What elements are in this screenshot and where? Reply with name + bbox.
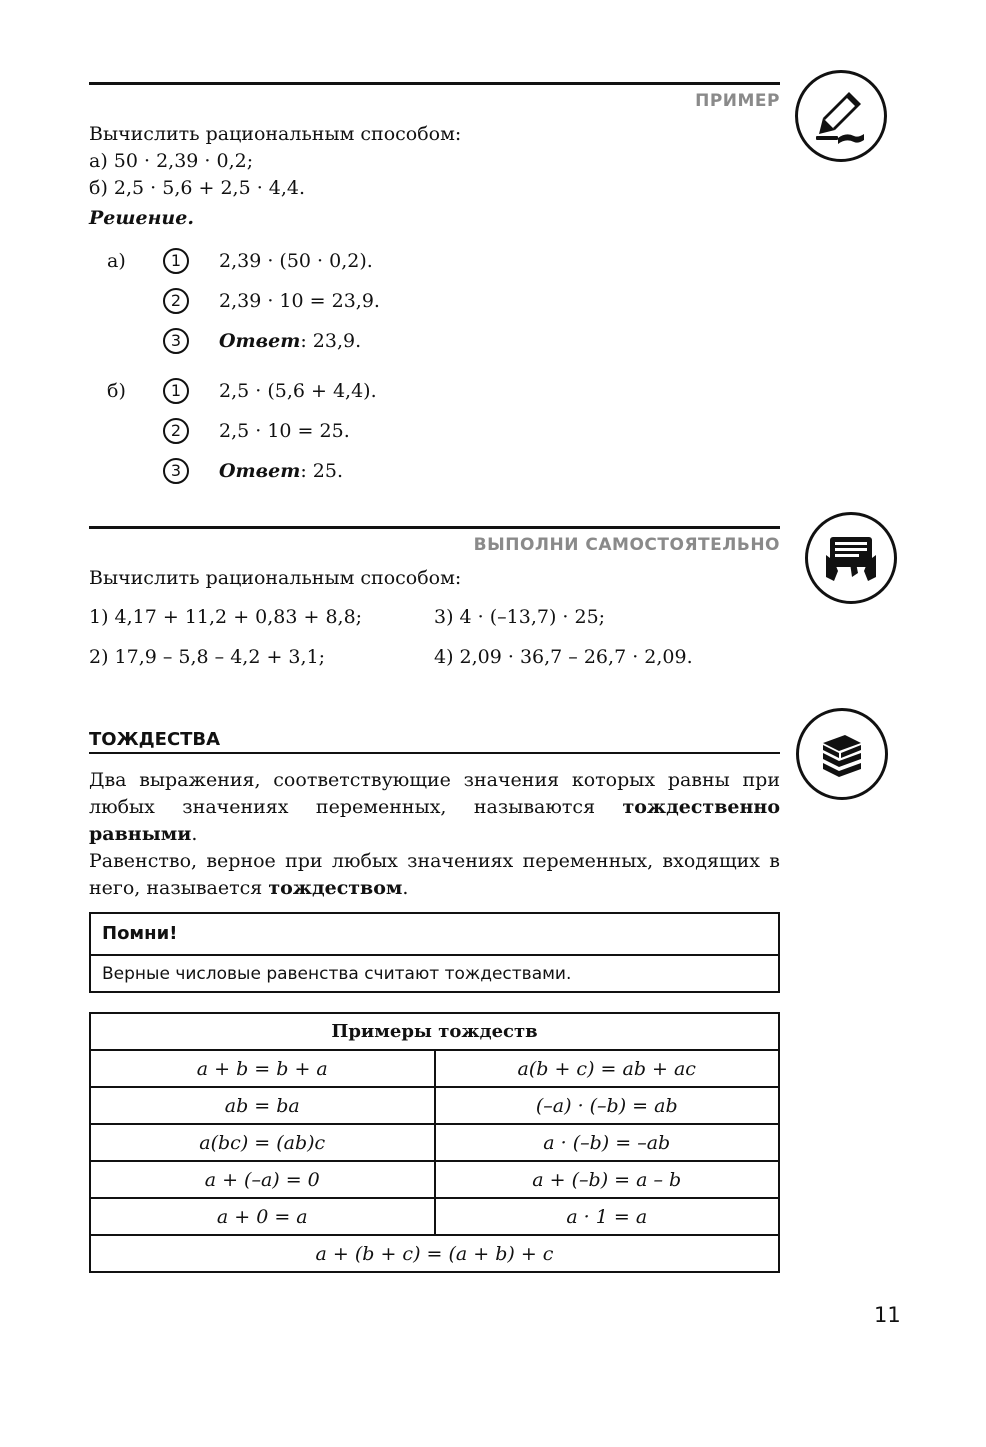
table-cell: (–a) · (–b) = ab [435, 1087, 780, 1124]
table-cell: ab = ba [90, 1087, 435, 1124]
definition-text: Равенство, верное при любых значениях переменных, входящих в него, называется [89, 850, 780, 899]
table-cell: a · (–b) = –ab [435, 1124, 780, 1161]
definition-term: тождественно равными [89, 796, 780, 845]
part-a-answer [219, 328, 361, 354]
example-task-a: а) 50 · 2,39 · 0,2; [89, 150, 254, 172]
step-number-3: 3 [163, 458, 189, 484]
table-cell: a(b + c) = ab + ac [435, 1050, 780, 1087]
self-work-item-4: 4) 2,09 · 36,7 – 26,7 · 2,09. [434, 646, 693, 668]
step-number-1: 1 [163, 248, 189, 274]
table-title: Примеры тождеств [90, 1013, 779, 1050]
part-b-step-2: 2,5 · 10 = 25. [219, 420, 350, 442]
identities-definition-2 [89, 848, 780, 902]
table-row [90, 1050, 779, 1087]
table-cell: a + 0 = a [90, 1198, 435, 1235]
table-row [90, 1124, 779, 1161]
solution-label: Решение. [89, 207, 194, 229]
part-b-step-1: 2,5 · (5,6 + 4,4). [219, 380, 377, 402]
answer-label: Ответ [219, 330, 301, 352]
identities-definition-1 [89, 767, 780, 848]
remember-text: Верные числовые равенства считают тождествами. [102, 964, 572, 984]
table-cell: a(bc) = (ab)c [90, 1124, 435, 1161]
table-row [90, 1198, 779, 1235]
definition-text: Два выражения, соответствующие значения которых равны при любых значениях переменных, называются [89, 769, 780, 818]
example-top-rule [89, 82, 780, 85]
table-cell: a + (–b) = a – b [435, 1161, 780, 1198]
self-work-item-3: 3) 4 · (–13,7) · 25; [434, 606, 606, 628]
table-row [90, 1235, 779, 1272]
answer-label: Ответ [219, 460, 301, 482]
table-cell: a + b = b + a [90, 1050, 435, 1087]
part-a-step-2: 2,39 · 10 = 23,9. [219, 290, 380, 312]
self-work-icon-circle [805, 512, 897, 604]
self-work-item-2: 2) 17,9 – 5,8 – 4,2 + 3,1; [89, 646, 326, 668]
identities-table [89, 1012, 780, 1273]
answer-value: : 25. [300, 460, 343, 482]
self-work-item-1: 1) 4,17 + 11,2 + 0,83 + 8,8; [89, 606, 363, 628]
books-icon [817, 729, 867, 779]
identities-icon-circle [796, 708, 888, 800]
example-icon-circle [795, 70, 887, 162]
self-work-label: ВЫПОЛНИ САМОСТОЯТЕЛЬНО [473, 535, 780, 555]
definition-end: . [191, 823, 198, 845]
self-work-top-rule [89, 526, 780, 529]
self-work-intro: Вычислить рациональным способом: [89, 567, 462, 589]
tablet-hands-icon [822, 529, 880, 587]
step-number-2: 2 [163, 288, 189, 314]
definition-term: тождеством [268, 877, 403, 899]
part-a-letter: а) [107, 250, 126, 272]
remember-title: Помни! [91, 914, 778, 956]
part-b-answer [219, 458, 343, 484]
step-number-1: 1 [163, 378, 189, 404]
page-number: 11 [874, 1303, 901, 1327]
table-cell: a + (b + c) = (a + b) + c [90, 1235, 779, 1272]
example-label: ПРИМЕР [695, 91, 780, 111]
table-cell: a + (–a) = 0 [90, 1161, 435, 1198]
part-a-step-1: 2,39 · (50 · 0,2). [219, 250, 373, 272]
step-number-2: 2 [163, 418, 189, 444]
table-cell: a · 1 = a [435, 1198, 780, 1235]
answer-value: : 23,9. [300, 330, 362, 352]
table-row [90, 1161, 779, 1198]
example-task-b: б) 2,5 · 5,6 + 2,5 · 4,4. [89, 177, 306, 199]
step-number-3: 3 [163, 328, 189, 354]
table-row [90, 1087, 779, 1124]
table-header-row [90, 1013, 779, 1050]
identities-rule [89, 752, 780, 754]
definition-end: . [402, 877, 409, 899]
example-task-intro: Вычислить рациональным способом: [89, 123, 462, 145]
identities-heading: ТОЖДЕСТВА [89, 729, 221, 750]
remember-box [89, 912, 780, 993]
part-b-letter: б) [107, 380, 126, 402]
pencil-writing-icon [811, 86, 871, 146]
